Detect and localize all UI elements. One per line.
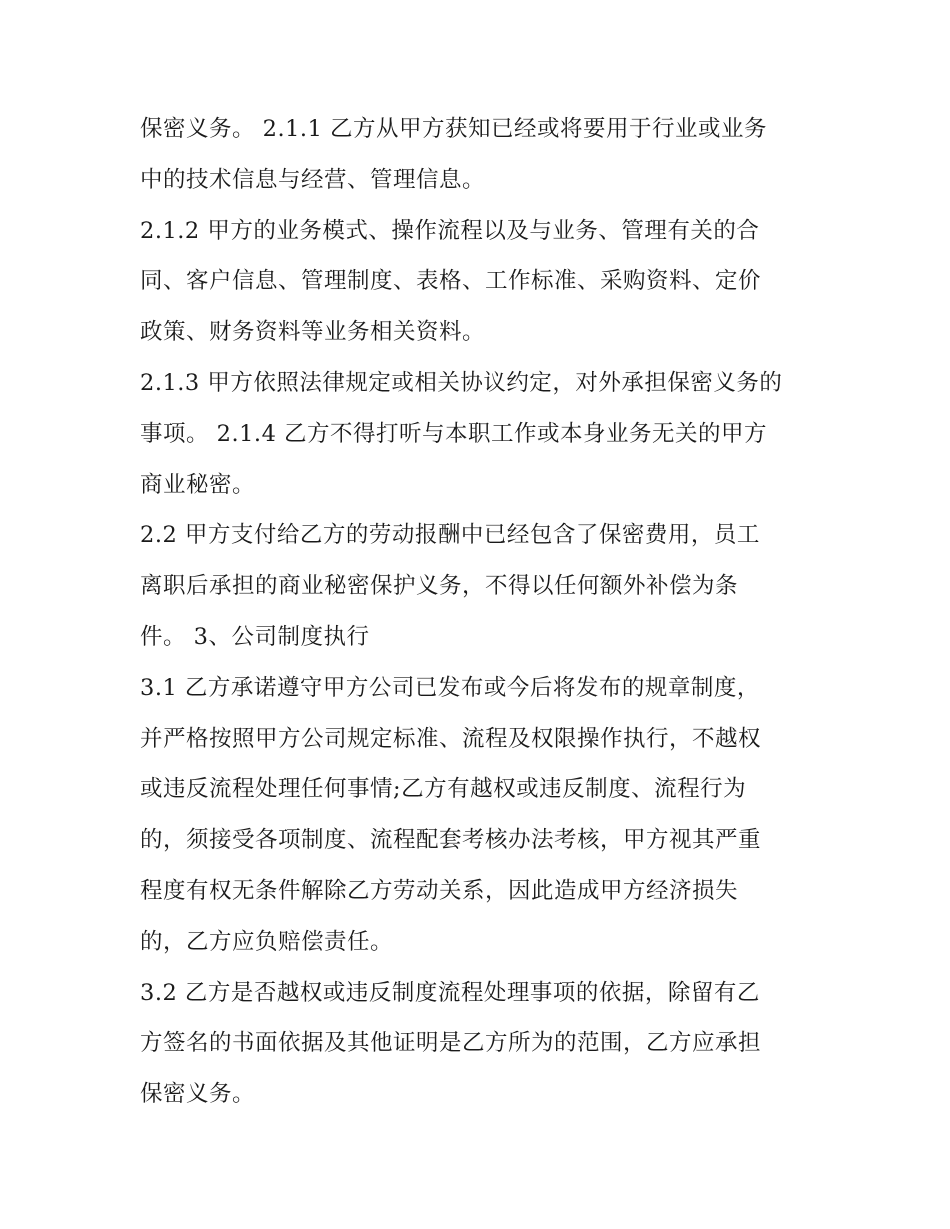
text-line: 的，须接受各项制度、流程配套考核办法考核，甲方视其严重 — [140, 827, 762, 854]
text-line: 中的技术信息与经营、管理信息。 — [140, 166, 486, 193]
text-line: 政策、财务资料等业务相关资料。 — [140, 319, 486, 346]
text-line: 或违反流程处理任何事情;乙方有越权或违反制度、流程行为 — [140, 776, 747, 803]
text-line: 并严格按照甲方公司规定标准、流程及权限操作执行，不越权 — [140, 725, 762, 752]
text-line: 2.1.3 甲方依照法律规定或相关协议约定，对外承担保密义务的 — [140, 369, 783, 396]
text-line: 3.2 乙方是否越权或违反制度流程处理事项的依据，除留有乙 — [140, 979, 760, 1006]
text-line: 保密义务。 2.1.1 乙方从甲方获知已经或将要用于行业或业务 — [140, 116, 768, 142]
text-line: 事项。 2.1.4 乙方不得打听与本职工作或本身业务无关的甲方 — [140, 420, 768, 447]
text-line: 件。 3、公司制度执行 — [140, 623, 370, 650]
text-line: 同、客户信息、管理制度、表格、工作标准、采购资料、定价 — [140, 268, 762, 295]
text-line: 3.1 乙方承诺遵守甲方公司已发布或今后将发布的规章制度， — [140, 674, 760, 701]
text-line: 程度有权无条件解除乙方劳动关系，因此造成甲方经济损失 — [140, 877, 739, 904]
document-page — [140, 104, 820, 1120]
text-line: 离职后承担的商业秘密保护义务，不得以任何额外补偿为条 — [140, 573, 739, 600]
text-line: 2.1.2 甲方的业务模式、操作流程以及与业务、管理有关的合 — [140, 217, 760, 244]
text-line: 商业秘密。 — [140, 471, 256, 498]
text-line: 保密义务。 — [140, 1081, 256, 1108]
text-line: 的，乙方应负赔偿责任。 — [140, 928, 394, 955]
text-line: 方签名的书面依据及其他证明是乙方所为的范围，乙方应承担 — [140, 1030, 762, 1057]
text-line: 2.2 甲方支付给乙方的劳动报酬中已经包含了保密费用，员工 — [140, 522, 760, 549]
